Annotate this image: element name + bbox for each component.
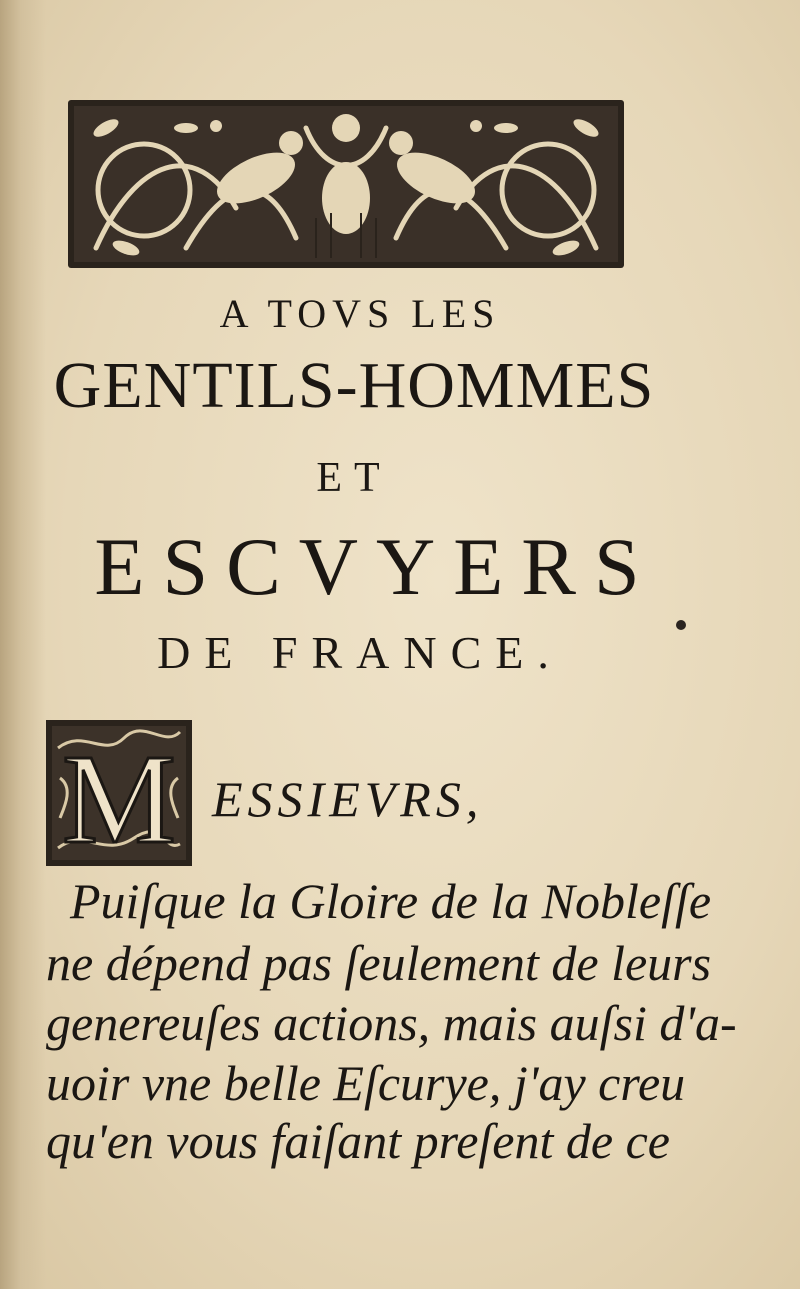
body-line-5: qu'en vous faiſant preſent de ce	[46, 1113, 670, 1169]
title-line-2: GENTILS-HOMMES	[53, 349, 655, 422]
salutation: ESSIEVRS,	[212, 771, 484, 827]
title-line-1: A TOVS LES	[219, 291, 501, 336]
body-line-1: Puiſque la Gloire de la Nobleſſe	[70, 873, 712, 929]
decorated-initial-icon	[44, 718, 194, 868]
body-line-2: ne dépend pas ſeulement de leurs	[46, 935, 712, 991]
dropcap-letter: M	[62, 728, 176, 868]
body-line-3: genereuſes actions, mais auſsi d'a-	[46, 995, 737, 1051]
ink-blot	[676, 620, 686, 630]
title-line-4: ESCVYERS	[94, 521, 658, 612]
ornamental-headpiece-icon	[66, 98, 626, 270]
title-line-5: DE FRANCE.	[157, 627, 563, 678]
body-line-4: uoir vne belle Eſcurye, j'ay creu	[46, 1055, 686, 1111]
title-line-3: ET	[316, 455, 392, 501]
